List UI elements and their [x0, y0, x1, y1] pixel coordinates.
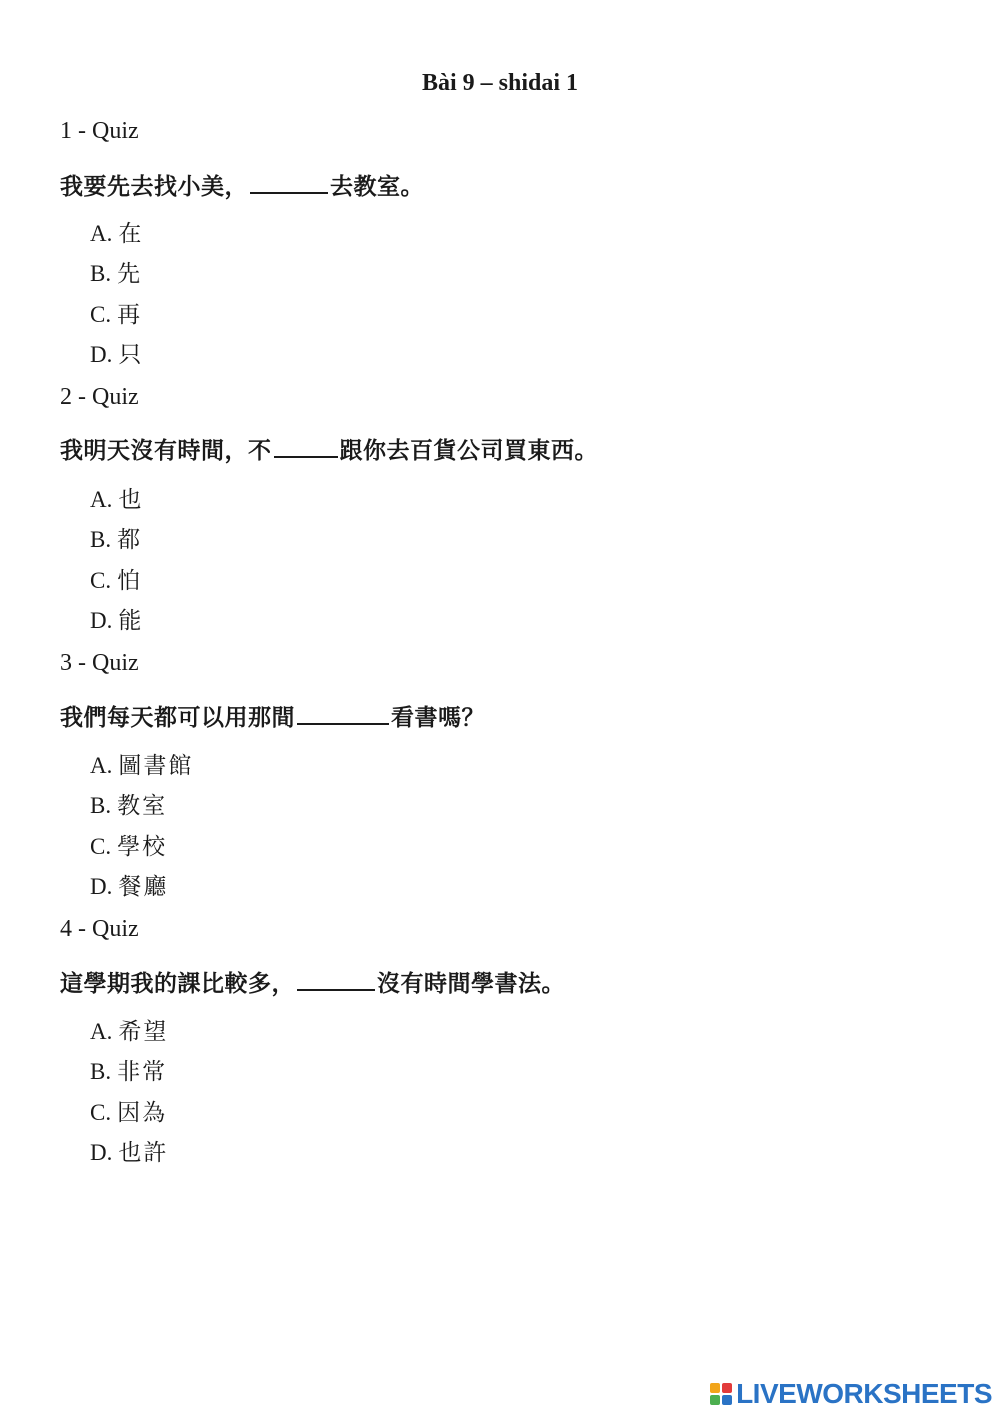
quiz-4-option-d[interactable]: D. 也許: [90, 1140, 169, 1166]
quiz-4-question-start: 這學期我的課比較多，: [60, 970, 295, 997]
quiz-1-option-c[interactable]: C. 再: [90, 302, 143, 328]
quiz-1-answer-blank[interactable]: [250, 172, 328, 194]
liveworksheets-logo-text: LIVEWORKSHEETS: [736, 1378, 992, 1409]
quiz-1-question: [60, 168, 424, 201]
quiz-2-label: 2 - Quiz: [60, 384, 139, 410]
quiz-3-question: [60, 699, 485, 732]
quiz-3-option-d[interactable]: D. 餐廳: [90, 874, 169, 900]
quiz-2-answer-blank[interactable]: [274, 436, 338, 458]
quiz-1-question-start: 我要先去找小美，: [60, 173, 248, 200]
worksheet-title: Bài 9 – shidai 1: [421, 70, 579, 96]
quiz-1-option-a[interactable]: A. 在: [90, 221, 144, 247]
quiz-4-option-a[interactable]: A. 希望: [90, 1019, 169, 1045]
quiz-2-question-start: 我明天沒有時間，不: [60, 437, 272, 464]
liveworksheets-logo-icon: [710, 1383, 732, 1405]
quiz-2-option-a[interactable]: A. 也: [90, 487, 144, 513]
quiz-1-option-b[interactable]: B. 先: [90, 261, 143, 287]
quiz-3-option-a[interactable]: A. 圖書館: [90, 753, 194, 779]
quiz-3-question-end: 看書嗎？: [391, 704, 485, 731]
quiz-3-label: 3 - Quiz: [60, 650, 139, 676]
quiz-1-label: 1 - Quiz: [60, 118, 139, 144]
quiz-4-answer-blank[interactable]: [297, 969, 375, 991]
quiz-3-option-b[interactable]: B. 教室: [90, 793, 168, 819]
quiz-2-option-b[interactable]: B. 都: [90, 527, 143, 553]
quiz-2-option-d[interactable]: D. 能: [90, 608, 144, 634]
quiz-4-label: 4 - Quiz: [60, 916, 139, 942]
quiz-3-answer-blank[interactable]: [297, 703, 389, 725]
quiz-2-option-c[interactable]: C. 怕: [90, 568, 143, 594]
liveworksheets-logo[interactable]: [710, 1379, 992, 1409]
quiz-3-question-start: 我們每天都可以用那間: [60, 704, 295, 731]
quiz-3-option-c[interactable]: C. 學校: [90, 834, 168, 860]
quiz-4-question: [60, 965, 565, 998]
quiz-4-option-b[interactable]: B. 非常: [90, 1059, 168, 1085]
quiz-2-question-end: 跟你去百貨公司買東西。: [339, 437, 598, 464]
quiz-4-question-end: 沒有時間學書法。: [377, 970, 565, 997]
quiz-1-option-d[interactable]: D. 只: [90, 342, 144, 368]
quiz-4-option-c[interactable]: C. 因為: [90, 1100, 168, 1126]
quiz-1-question-end: 去教室。: [330, 173, 424, 200]
quiz-2-question: [60, 432, 598, 465]
